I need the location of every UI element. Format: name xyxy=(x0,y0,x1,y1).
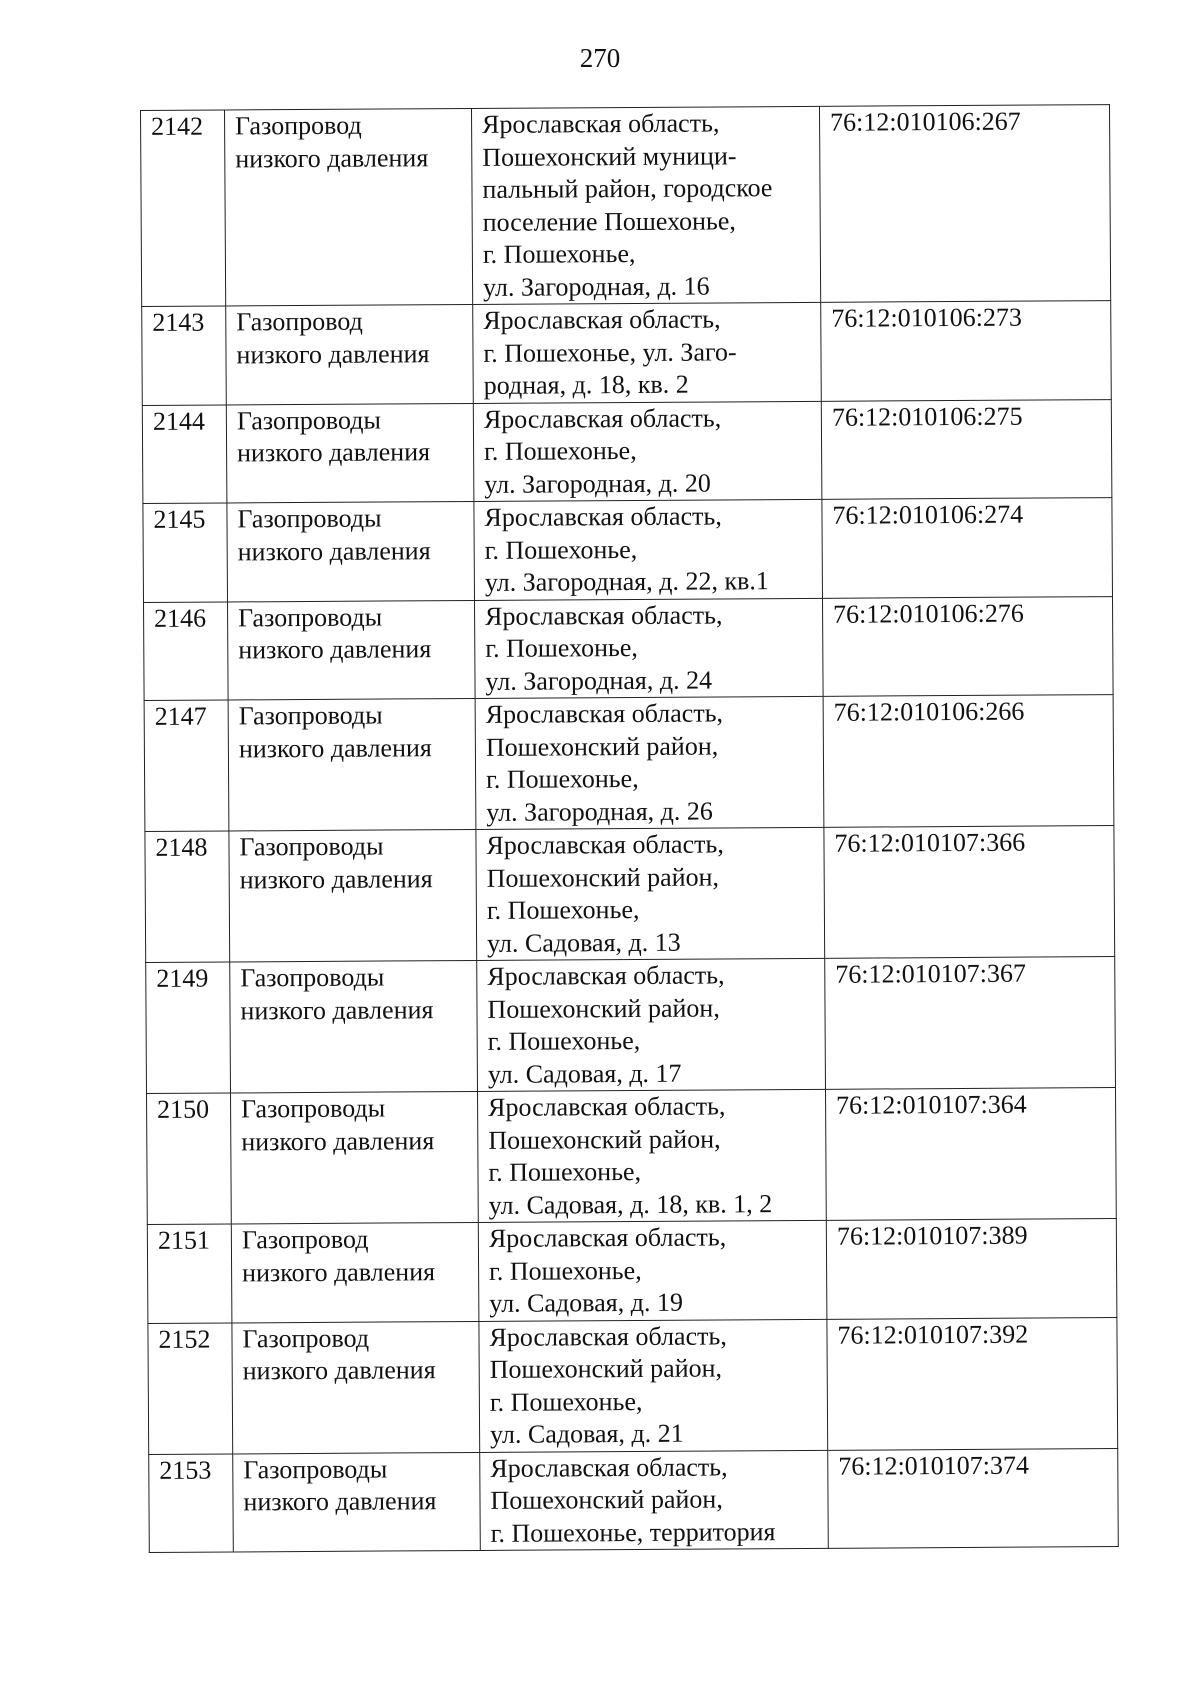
row-number: 2147 xyxy=(144,700,229,832)
object-name: Газопроводы низкого давления xyxy=(227,501,475,601)
table-row xyxy=(147,1219,1117,1323)
object-name: Газопроводы низкого давления xyxy=(226,403,474,503)
object-address: Ярославская область, Пошехонский район, г. Пошехонье, ул. Садовая, д. 17 xyxy=(477,958,826,1091)
object-address: Ярославская область, г. Пошехонье, ул. Загородная, д. 24 xyxy=(474,598,823,699)
cadastral-number: 76:12:010107:374 xyxy=(828,1448,1119,1548)
cadastral-number: 76:12:010106:266 xyxy=(823,695,1114,828)
object-name: Газопровод низкого давления xyxy=(232,1321,480,1454)
row-number: 2146 xyxy=(144,601,229,700)
object-address: Ярославская область, Пошехонский муници- пальный район, городское поселение Пошехонье, г. Пошехонье, ул. Загородная, д. 16 xyxy=(471,106,820,304)
object-address: Ярославская область, Пошехонский район, г. Пошехонье, ул. Садовая, д. 18, кв. 1, 2 xyxy=(478,1089,827,1222)
row-number: 2142 xyxy=(141,110,226,307)
cadastral-number: 76:12:010106:267 xyxy=(819,105,1110,303)
object-address: Ярославская область, Пошехонский район, г. Пошехонье, ул. Загородная, д. 26 xyxy=(475,696,824,829)
row-number: 2152 xyxy=(148,1322,233,1454)
row-number: 2150 xyxy=(147,1093,232,1225)
page-number: 270 xyxy=(579,43,621,73)
table-row xyxy=(147,1088,1117,1225)
table-row xyxy=(148,1317,1118,1454)
object-address: Ярославская область, г. Пошехонье, ул. Заго- родная, д. 18, кв. 2 xyxy=(473,302,822,403)
cadastral-number: 76:12:010106:276 xyxy=(822,596,1113,696)
table-row xyxy=(146,957,1116,1094)
cadastral-number: 76:12:010107:389 xyxy=(826,1219,1117,1319)
cadastral-number: 76:12:010106:273 xyxy=(821,301,1112,401)
object-address: Ярославская область, Пошехонский район, г. Пошехонье, ул. Садовая, д. 13 xyxy=(476,827,825,960)
table-row xyxy=(142,301,1112,405)
object-name: Газопровод низкого давления xyxy=(231,1222,479,1322)
cadastral-number: 76:12:010107:367 xyxy=(825,957,1116,1090)
object-address: Ярославская область, Пошехонский район, г. Пошехонье, ул. Садовая, д. 21 xyxy=(479,1319,828,1452)
object-name: Газопроводы низкого давления xyxy=(231,1091,479,1224)
table-row xyxy=(143,498,1113,602)
cadastral-number: 76:12:010106:275 xyxy=(821,399,1112,499)
table-row xyxy=(142,399,1112,503)
object-name: Газопровод низкого давления xyxy=(226,304,474,404)
row-number: 2151 xyxy=(147,1224,232,1323)
object-address: Ярославская область, Пошехонский район, г. Пошехонье, территория xyxy=(480,1450,829,1551)
row-number: 2153 xyxy=(149,1453,234,1552)
cadastral-number: 76:12:010107:366 xyxy=(824,826,1115,959)
row-number: 2143 xyxy=(142,306,227,405)
cadastral-number: 76:12:010106:274 xyxy=(822,498,1113,598)
table-row xyxy=(144,596,1114,700)
table-row xyxy=(149,1448,1119,1552)
row-number: 2148 xyxy=(145,831,230,963)
row-number: 2144 xyxy=(142,404,227,503)
table-row xyxy=(144,695,1114,832)
table-row xyxy=(141,105,1111,307)
row-number: 2145 xyxy=(143,503,228,602)
object-name: Газопроводы низкого давления xyxy=(230,960,478,1093)
row-number: 2149 xyxy=(146,962,231,1094)
cadastral-number: 76:12:010107:392 xyxy=(827,1317,1118,1450)
object-name: Газопроводы низкого давления xyxy=(229,829,477,962)
table-row xyxy=(145,826,1115,963)
object-name: Газопроводы низкого давления xyxy=(228,698,476,831)
cadastral-number: 76:12:010107:364 xyxy=(825,1088,1116,1221)
object-name: Газопроводы низкого давления xyxy=(228,600,476,700)
object-name: Газопровод низкого давления xyxy=(225,108,473,306)
object-address: Ярославская область, г. Пошехонье, ул. Загородная, д. 22, кв.1 xyxy=(474,499,823,600)
object-address: Ярославская область, г. Пошехонье, ул. Садовая, д. 19 xyxy=(478,1220,827,1321)
registry-table xyxy=(140,104,1119,1553)
object-address: Ярославская область, г. Пошехонье, ул. Загородная, д. 20 xyxy=(473,401,822,502)
object-name: Газопроводы низкого давления xyxy=(233,1452,481,1552)
